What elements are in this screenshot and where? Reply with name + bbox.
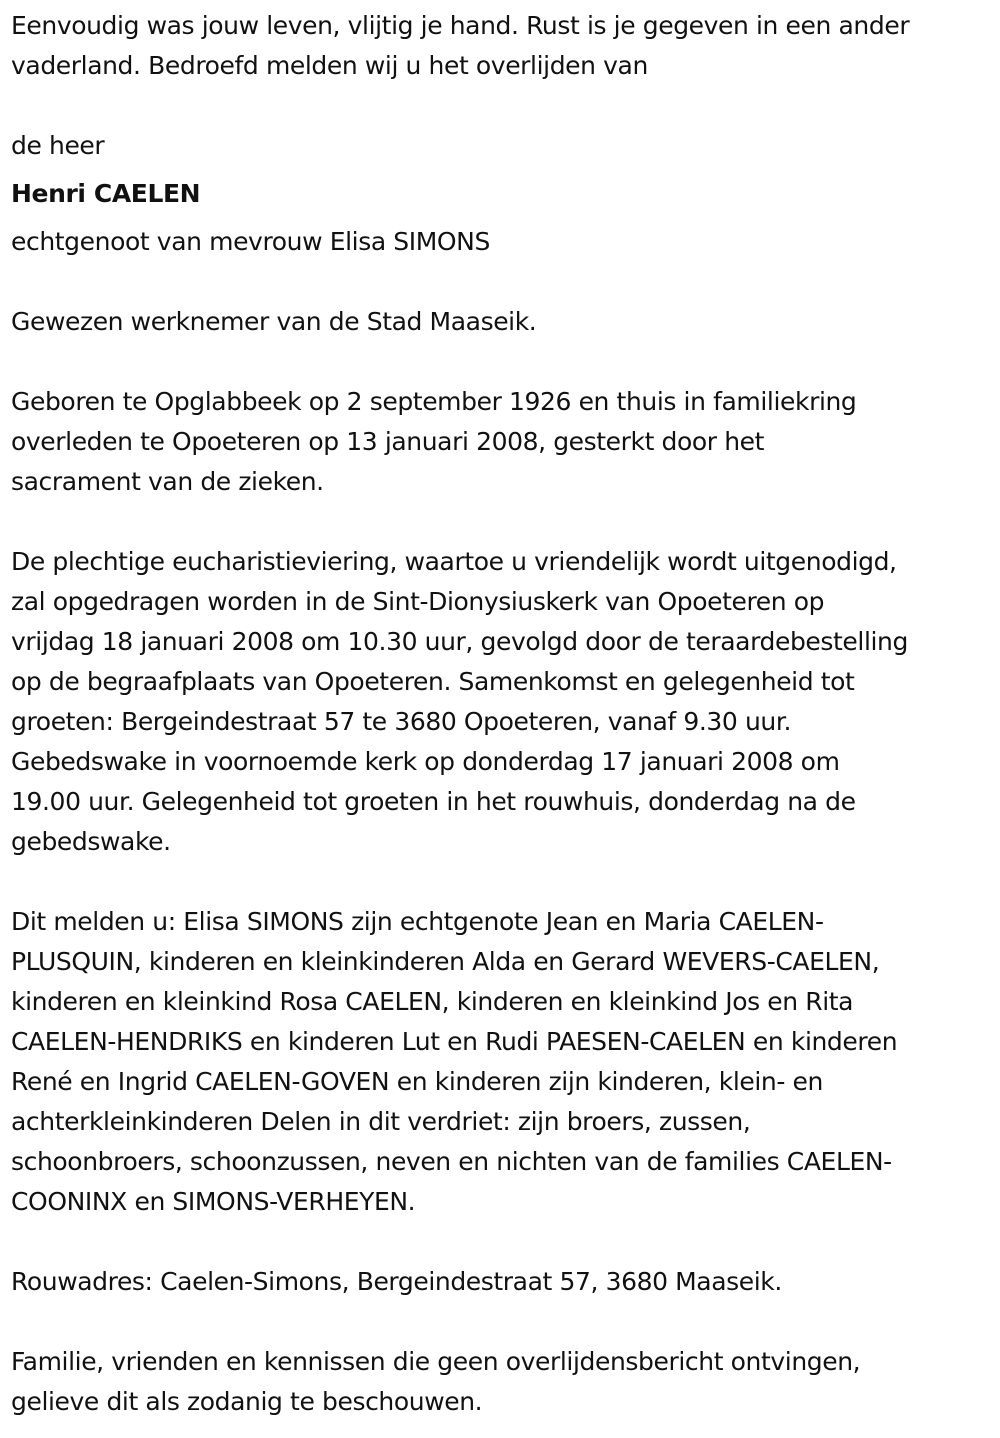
ceremony-line: De plechtige eucharistieviering, waartoe u vriendelijk wordt uitgenodigd, bbox=[11, 547, 897, 576]
ceremony-line: op de begraafplaats van Opoeteren. Samenkomst en gelegenheid tot bbox=[11, 667, 855, 696]
obituary-notice bbox=[11, 6, 993, 1422]
spacer bbox=[11, 342, 993, 382]
ceremony-line: 19.00 uur. Gelegenheid tot groeten in het rouwhuis, donderdag na de bbox=[11, 787, 856, 816]
spacer bbox=[11, 166, 993, 174]
birth-death-line: sacrament van de zieken. bbox=[11, 467, 324, 496]
intro-paragraph bbox=[11, 6, 993, 86]
spacer bbox=[11, 262, 993, 302]
family-line: René en Ingrid CAELEN-GOVEN en kinderen zijn kinderen, klein- en bbox=[11, 1067, 823, 1096]
spacer bbox=[11, 1302, 993, 1342]
deceased-name: Henri CAELEN bbox=[11, 179, 201, 208]
intro-line: vaderland. Bedroefd melden wij u het overlijden van bbox=[11, 51, 648, 80]
birth-death-paragraph bbox=[11, 382, 993, 502]
ceremony-line: Gebedswake in voornoemde kerk op donderdag 17 januari 2008 om bbox=[11, 747, 840, 776]
ceremony-line: groeten: Bergeindestraat 57 te 3680 Opoeteren, vanaf 9.30 uur. bbox=[11, 707, 791, 736]
ceremony-line: gebedswake. bbox=[11, 827, 171, 856]
spacer bbox=[11, 862, 993, 902]
intro-line: Eenvoudig was jouw leven, vlijtig je hand. Rust is je gegeven in een ander bbox=[11, 11, 910, 40]
spacer bbox=[11, 502, 993, 542]
birth-death-line: Geboren te Opglabbeek op 2 september 1926 en thuis in familiekring bbox=[11, 387, 857, 416]
family-line: Dit melden u: Elisa SIMONS zijn echtgenote Jean en Maria CAELEN- bbox=[11, 907, 824, 936]
ceremony-line: vrijdag 18 januari 2008 om 10.30 uur, gevolgd door de teraardebestelling bbox=[11, 627, 908, 656]
occupation-line: Gewezen werknemer van de Stad Maaseik. bbox=[11, 307, 537, 336]
family-line: schoonbroers, schoonzussen, neven en nichten van de families CAELEN- bbox=[11, 1147, 892, 1176]
family-line: kinderen en kleinkind Rosa CAELEN, kinderen en kleinkind Jos en Rita bbox=[11, 987, 854, 1016]
ceremony-line: zal opgedragen worden in de Sint-Dionysiuskerk van Opoeteren op bbox=[11, 587, 825, 616]
closing-paragraph bbox=[11, 1342, 993, 1422]
spacer bbox=[11, 1222, 993, 1262]
family-line: CAELEN-HENDRIKS en kinderen Lut en Rudi PAESEN-CAELEN en kinderen bbox=[11, 1027, 898, 1056]
family-line: COONINX en SIMONS-VERHEYEN. bbox=[11, 1187, 416, 1216]
spacer bbox=[11, 86, 993, 126]
mourning-address: Rouwadres: Caelen-Simons, Bergeindestraat 57, 3680 Maaseik. bbox=[11, 1267, 782, 1296]
salutation: de heer bbox=[11, 131, 105, 160]
family-paragraph bbox=[11, 902, 993, 1222]
spouse-line: echtgenoot van mevrouw Elisa SIMONS bbox=[11, 227, 490, 256]
family-line: PLUSQUIN, kinderen en kleinkinderen Alda en Gerard WEVERS-CAELEN, bbox=[11, 947, 880, 976]
ceremony-paragraph bbox=[11, 542, 993, 862]
family-line: achterkleinkinderen Delen in dit verdriet: zijn broers, zussen, bbox=[11, 1107, 751, 1136]
spacer bbox=[11, 214, 993, 222]
birth-death-line: overleden te Opoeteren op 13 januari 2008, gesterkt door het bbox=[11, 427, 765, 456]
closing-line: Familie, vrienden en kennissen die geen overlijdensbericht ontvingen, bbox=[11, 1347, 861, 1376]
closing-line: gelieve dit als zodanig te beschouwen. bbox=[11, 1387, 483, 1416]
